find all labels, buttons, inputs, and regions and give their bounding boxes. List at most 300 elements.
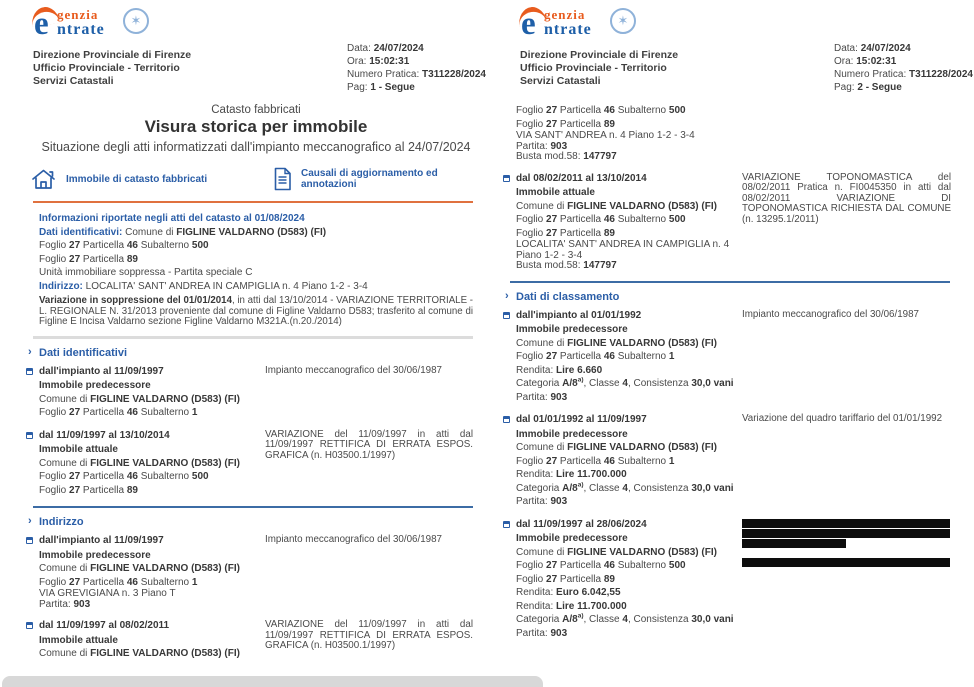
text-segment: Subalterno (137, 576, 192, 588)
entry-date-range: dal 11/09/1997 al 13/10/2014 (39, 429, 265, 443)
text-segment: 27 (69, 484, 81, 496)
entry-line (39, 470, 265, 484)
text-segment: Subalterno (614, 214, 669, 225)
entry-annotation (742, 104, 951, 163)
logo-word-agenzia: genzia (544, 7, 586, 22)
text-segment: Foglio (39, 576, 70, 588)
entry-line (39, 634, 265, 648)
text-segment: Particella (557, 227, 604, 239)
history-entry (516, 172, 951, 272)
legend-immobile (30, 167, 207, 192)
text-segment: Foglio (39, 240, 70, 251)
text-segment: FIGLINE VALDARNO (D583) (FI) (567, 442, 717, 453)
print-meta (834, 42, 973, 94)
legend-causali (273, 167, 473, 191)
text-segment: , Consistenza (627, 614, 692, 625)
text-segment: 1 (668, 351, 675, 362)
text-segment: Foglio (39, 484, 70, 496)
text-segment: Subalterno (137, 407, 192, 419)
entry-date-range: dal 08/02/2011 al 13/10/2014 (516, 172, 742, 186)
text-segment: Comune di (39, 648, 91, 660)
section-entries (39, 534, 473, 661)
entry-line (39, 379, 265, 393)
text-segment: Particella (557, 118, 604, 130)
redaction-bar (742, 539, 846, 548)
text-segment: 89 (126, 484, 138, 496)
text-segment: 147797 (583, 260, 617, 271)
text-segment: 27 (546, 560, 558, 571)
text-segment: 27 (69, 407, 81, 419)
text-segment: 46 (603, 105, 615, 116)
entry-details (516, 413, 742, 509)
blue-divider (33, 506, 473, 508)
text-segment: FIGLINE VALDARNO (D583) (FI) (567, 337, 717, 349)
text-segment: 27 (69, 240, 81, 251)
text-segment: Foglio (39, 407, 70, 419)
text-segment: Busta mod.58: (516, 260, 584, 271)
text-segment: Rendita: (516, 469, 557, 480)
history-entry (516, 104, 951, 163)
text-segment: 27 (69, 576, 81, 588)
text-segment: Foglio (516, 573, 547, 585)
calendar-icon (26, 537, 33, 544)
text-segment: Immobile predecessore (516, 533, 628, 544)
entry-line (516, 441, 742, 455)
office-line: Direzione Provinciale di Firenze (520, 49, 679, 61)
section-heading-dati-identificativi: › Dati identificativi (39, 347, 473, 360)
text-segment: Subalterno (614, 455, 669, 467)
text-segment: Rendita: (516, 600, 557, 612)
info-line (39, 212, 473, 226)
section-heading-indirizzo: › Indirizzo (39, 516, 473, 529)
gray-divider (33, 336, 473, 339)
text-segment: FIGLINE VALDARNO (D583) (FI) (567, 546, 717, 558)
text-segment: Comune di (39, 393, 91, 405)
info-line (39, 239, 473, 253)
redaction-bar (742, 519, 950, 528)
document-kicker: Catasto fabbricati (211, 104, 301, 116)
text-segment: A/8 (562, 378, 578, 389)
history-entry (39, 534, 473, 610)
meta-date: Data: 24/07/2024 (347, 43, 424, 54)
text-segment: Foglio (516, 227, 547, 239)
text-segment: Subalterno (137, 471, 192, 483)
text-segment: 89 (126, 253, 138, 265)
text-segment: 27 (69, 253, 81, 265)
entry-line (39, 600, 265, 611)
text-segment: Partita: (516, 391, 551, 403)
text-segment: Immobile predecessore (516, 428, 628, 440)
text-segment: 903 (550, 391, 568, 403)
text-segment: 46 (126, 240, 138, 251)
indirizzo-continuation (516, 104, 951, 272)
calendar-icon (503, 312, 510, 319)
entry-line (516, 350, 742, 364)
text-segment: FIGLINE VALDARNO (D583) (FI) (90, 393, 240, 405)
calendar-icon (503, 416, 510, 423)
chevron-right-icon (505, 290, 509, 302)
info-line (39, 226, 473, 240)
text-segment: Particella (80, 471, 127, 483)
text-segment: Categoria (516, 482, 563, 494)
office-line: Ufficio Provinciale - Territorio (33, 62, 180, 74)
text-segment: 27 (546, 105, 558, 116)
text-segment: , Classe (583, 482, 623, 494)
section-heading-dati-di-classamento: › Dati di classamento (516, 291, 951, 304)
text-segment: 46 (603, 560, 615, 571)
text-segment: Dati identificativi: (39, 226, 126, 238)
text-segment: Immobile predecessore (39, 549, 151, 561)
text-segment: 1 (668, 455, 675, 467)
entry-details (39, 534, 265, 610)
text-segment: Lire 11.700.000 (556, 600, 627, 612)
entry-line (39, 406, 265, 420)
meta-pratica: Numero Pratica: T311228/2024 (834, 69, 973, 80)
entry-details (516, 172, 742, 272)
entry-line (516, 546, 742, 560)
meta-page-number: Pag: 2 - Segue (834, 82, 902, 93)
entry-line (39, 484, 265, 498)
history-entry (516, 309, 951, 405)
entry-line (516, 627, 742, 641)
entry-line (39, 443, 265, 457)
text-segment: 46 (126, 576, 138, 588)
text-segment: 903 (550, 496, 568, 507)
office-line: Servizi Catastali (33, 75, 114, 87)
text-segment: Particella (557, 560, 604, 571)
entry-line (516, 482, 742, 496)
text-segment: Immobile attuale (39, 634, 118, 646)
text-segment: Partita: (516, 627, 551, 639)
text-segment: 1 (191, 576, 198, 588)
entry-annotation: Impianto meccanografico del 30/06/1987 (265, 534, 443, 546)
text-segment: Foglio (39, 471, 70, 483)
entry-date-range: dall'impianto al 11/09/1997 (39, 534, 265, 548)
calendar-icon (26, 368, 33, 375)
text-segment: a) (577, 376, 584, 384)
text-segment: Immobile attuale (516, 187, 595, 198)
text-segment: Particella (80, 484, 127, 496)
text-segment: Categoria (516, 378, 563, 389)
text-segment: 27 (69, 471, 81, 483)
text-segment: Particella (557, 105, 604, 116)
text-segment: Subalterno (614, 560, 669, 571)
entry-line (516, 468, 742, 482)
entry-line (39, 457, 265, 471)
entry-details (516, 309, 742, 405)
text-segment: a) (577, 481, 584, 489)
document-subtitle: Situazione degli atti informatizzati dall'impianto meccanografico al 24/07/2024 (41, 140, 471, 154)
text-segment: Comune di (516, 442, 568, 453)
entry-line (516, 118, 742, 132)
entry-line (516, 455, 742, 469)
text-segment: Indirizzo: (39, 280, 86, 292)
text-segment: Informazioni riportate negli atti del catasto al 01/08/2024 (39, 213, 305, 224)
entry-annotation: Variazione del quadro tariffario del 01/01/1992 (742, 413, 943, 424)
text-segment: 500 (191, 240, 209, 251)
text-segment: 30,0 vani (691, 482, 734, 494)
calendar-icon (503, 175, 510, 182)
agenzia-entrate-logo (520, 6, 650, 46)
text-segment: FIGLINE VALDARNO (D583) (FI) (176, 226, 327, 238)
text-segment: a) (577, 612, 584, 620)
text-segment: 500 (668, 105, 686, 116)
text-segment: Comune di (39, 563, 91, 575)
entry-line (516, 559, 742, 573)
text-segment: FIGLINE VALDARNO (D583) (FI) (90, 563, 240, 575)
text-segment: 4 (622, 378, 628, 389)
entry-line (516, 377, 742, 391)
text-segment: 46 (603, 214, 615, 225)
calendar-icon (26, 432, 33, 439)
text-segment: Lire 11.700.000 (556, 469, 627, 480)
text-segment: Lire 6.660 (556, 364, 603, 376)
entry-line (516, 337, 742, 351)
text-segment: 903 (550, 140, 568, 152)
chevron-right-icon (28, 515, 32, 527)
text-segment: Partita: (516, 496, 551, 507)
text-segment: Particella (80, 240, 127, 251)
document-title: Visura storica per immobile (144, 117, 368, 136)
entry-line (516, 613, 742, 627)
entry-line (39, 576, 265, 590)
logo-mark: e (521, 6, 536, 42)
history-entry (39, 619, 473, 661)
text-segment: Particella (80, 576, 127, 588)
entry-date-range: dall'impianto al 11/09/1997 (39, 365, 265, 379)
text-segment: , Consistenza (627, 378, 692, 389)
entry-details (516, 104, 742, 163)
entry-line (516, 391, 742, 405)
text-segment: Categoria (516, 614, 563, 625)
text-segment: Immobile attuale (39, 444, 118, 456)
text-segment: , in atti dal 13/10/2014 - VARIAZIONE TERRITORIALE - L. REGIONALE N. 31/2013 proveniente dal comune di Figline Valdarno D583; trasferito al comune di Figline E Incisa Valdarno sezione Figline Valdarno M321A.(n.20./2014) (39, 295, 473, 328)
entry-line (516, 532, 742, 546)
history-entry (39, 429, 473, 498)
entry-line (516, 261, 742, 272)
entry-date-range: dal 11/09/1997 al 28/06/2024 (516, 518, 742, 532)
text-segment: Variazione in soppressione del 01/01/2014 (39, 295, 232, 306)
text-segment: 4 (622, 614, 628, 625)
entry-annotation: VARIAZIONE del 11/09/1997 in atti dal 11/09/1997 RETTIFICA DI ERRATA ESPOS. GRAFICA (n. H03500.1/1997) (265, 619, 473, 652)
chevron-right-icon (28, 346, 32, 358)
office-address (520, 49, 678, 88)
cadastral-info-block (39, 212, 473, 328)
text-segment: Subalterno (614, 351, 669, 362)
text-segment: 4 (622, 482, 628, 494)
text-segment: 89 (603, 118, 615, 130)
meta-pratica: Numero Pratica: T311228/2024 (347, 69, 486, 80)
entry-line (516, 213, 742, 227)
entry-line (516, 600, 742, 614)
entry-annotation: Impianto meccanografico del 30/06/1987 (265, 364, 443, 376)
text-segment: Foglio (516, 455, 547, 467)
text-segment: 500 (668, 214, 686, 225)
text-segment: 89 (603, 573, 615, 585)
text-segment: Comune di (516, 337, 568, 349)
office-address (33, 49, 191, 88)
text-segment: 27 (546, 227, 558, 239)
agenzia-entrate-logo (33, 6, 163, 46)
text-segment: 27 (546, 455, 558, 467)
logo-mark: e (34, 6, 49, 42)
entry-details (39, 365, 265, 420)
house-icon (30, 167, 57, 192)
info-line (39, 280, 473, 294)
text-segment: Subalterno (137, 240, 192, 251)
variazione-paragraph (39, 296, 473, 328)
text-segment: Particella (557, 455, 604, 467)
section-entries (516, 309, 951, 641)
italy-emblem-icon (610, 8, 636, 34)
italy-emblem-icon (123, 8, 149, 34)
office-line: Servizi Catastali (520, 75, 601, 87)
text-segment: , Consistenza (627, 482, 692, 494)
entry-line (516, 323, 742, 337)
text-segment: 500 (191, 471, 209, 483)
text-segment: Particella (80, 407, 127, 419)
text-segment: 27 (546, 351, 558, 362)
document-icon (273, 167, 292, 191)
text-segment: Foglio (516, 560, 547, 571)
info-line (39, 253, 473, 267)
entry-details (39, 619, 265, 661)
text-segment: FIGLINE VALDARNO (D583) (FI) (90, 648, 240, 660)
text-segment: 147797 (583, 151, 617, 162)
entry-line (516, 586, 742, 600)
text-segment: Foglio (516, 351, 547, 362)
text-segment: FIGLINE VALDARNO (D583) (FI) (567, 200, 717, 212)
entry-line (516, 428, 742, 442)
legend-row (39, 167, 473, 195)
text-segment: Partita: (516, 140, 551, 152)
text-segment: Foglio (39, 253, 70, 265)
text-segment: Piano 1-2 - 3-4 (516, 249, 583, 261)
meta-time: Ora: 15:02:31 (347, 56, 410, 67)
text-segment: Particella (557, 351, 604, 362)
text-segment: Subalterno (614, 105, 669, 116)
logo-word-agenzia: genzia (57, 7, 99, 22)
calendar-icon (503, 521, 510, 528)
text-segment: 1 (191, 407, 198, 419)
text-segment: Particella (80, 253, 127, 265)
section-entries (39, 365, 473, 498)
meta-page-number: Pag: 1 - Segue (347, 82, 415, 93)
text-segment: Rendita: (516, 587, 557, 598)
text-segment: Foglio (516, 214, 547, 225)
document-page-2 (487, 0, 974, 687)
text-segment: Comune di (39, 457, 91, 469)
entry-line (39, 549, 265, 563)
entry-line (516, 227, 742, 241)
entry-annotation: VARIAZIONE TOPONOMASTICA del 08/02/2011 Pratica n. FI0045350 in atti dal 08/02/2011 VARIAZIONE DI TOPONOMASTICA RICHIESTA DAL COMUNE (n. 13295.1/2011) (742, 171, 951, 225)
text-segment: Busta mod.58: (516, 151, 584, 162)
text-segment: Foglio (516, 105, 547, 116)
redaction-gap (742, 549, 951, 558)
logo-word-entrate: ntrate (57, 21, 105, 38)
text-segment: VIA SANT' ANDREA n. 4 Piano 1-2 - 3-4 (516, 130, 695, 141)
office-line: Ufficio Provinciale - Territorio (520, 62, 667, 74)
text-segment: 27 (546, 118, 558, 130)
text-segment: , Classe (583, 378, 623, 389)
entry-line (516, 364, 742, 378)
text-segment: VIA GREVIGIANA n. 3 Piano T (39, 588, 176, 600)
redacted-annotation (742, 518, 951, 641)
entry-line (516, 573, 742, 587)
text-segment: Particella (557, 214, 604, 225)
legend-immobile-label: Immobile di catasto fabbricati (66, 174, 208, 185)
entry-annotation: VARIAZIONE del 11/09/1997 in atti dal 11/09/1997 RETTIFICA DI ERRATA ESPOS. GRAFICA (n. H03500.1/1997) (265, 428, 473, 461)
history-entry (39, 365, 473, 420)
text-segment: 46 (603, 455, 615, 467)
text-segment: Partita: (39, 598, 74, 610)
text-segment: 89 (603, 227, 615, 239)
text-segment: Foglio (516, 118, 547, 130)
entry-line (39, 393, 265, 407)
history-entry (516, 413, 951, 509)
text-segment: FIGLINE VALDARNO (D583) (FI) (90, 457, 240, 469)
text-segment: A/8 (562, 482, 578, 494)
entry-date-range: dal 11/09/1997 al 08/02/2011 (39, 619, 265, 633)
entry-line (39, 647, 265, 661)
text-segment: Immobile predecessore (516, 324, 628, 335)
text-segment: LOCALITA' SANT' ANDREA IN CAMPIGLIA n. 4 Piano 1-2 - 3-4 (85, 280, 368, 292)
office-line: Direzione Provinciale di Firenze (33, 49, 192, 61)
meta-date: Data: 24/07/2024 (834, 43, 911, 54)
text-segment: 30,0 vani (691, 614, 734, 625)
next-page-edge (2, 676, 543, 687)
text-segment: Particella (557, 573, 604, 585)
history-entry (516, 518, 951, 641)
entry-line (516, 186, 742, 200)
legend-causali-label: Causali di aggiornamento ed annotazioni (301, 168, 438, 190)
entry-line (516, 200, 742, 214)
blue-divider (510, 281, 950, 283)
text-segment: LOCALITA' SANT' ANDREA IN CAMPIGLIA n. 4 (516, 239, 730, 250)
entry-date-range: dall'impianto al 01/01/1992 (516, 309, 742, 323)
text-segment: Comune di (125, 226, 177, 238)
text-segment: 27 (546, 214, 558, 225)
text-segment: Comune di (516, 546, 568, 558)
text-segment: Unità immobiliare soppressa - Partita speciale C (39, 267, 253, 278)
entry-annotation: Impianto meccanografico del 30/06/1987 (742, 308, 920, 320)
entry-line (516, 495, 742, 509)
redaction-bar (742, 529, 950, 538)
text-segment: A/8 (562, 614, 578, 625)
text-segment: , Classe (583, 614, 623, 625)
text-segment: Euro 6.042,55 (556, 587, 621, 598)
text-segment: 903 (550, 627, 568, 639)
entry-details (516, 518, 742, 641)
entry-details (39, 429, 265, 498)
text-segment: Rendita: (516, 364, 557, 376)
entry-line (39, 562, 265, 576)
logo-word-entrate: ntrate (544, 21, 592, 38)
print-meta (347, 42, 486, 94)
meta-time: Ora: 15:02:31 (834, 56, 897, 67)
redaction-bar (742, 558, 950, 567)
entry-line (516, 104, 742, 118)
text-segment: Comune di (516, 200, 568, 212)
entry-date-range: dal 01/01/1992 al 11/09/1997 (516, 413, 742, 427)
info-line (39, 266, 473, 280)
text-segment: 46 (126, 471, 138, 483)
orange-divider (33, 201, 473, 203)
calendar-icon (26, 622, 33, 629)
text-segment: 30,0 vani (691, 378, 734, 389)
text-segment: 46 (126, 407, 138, 419)
text-segment: 27 (546, 573, 558, 585)
